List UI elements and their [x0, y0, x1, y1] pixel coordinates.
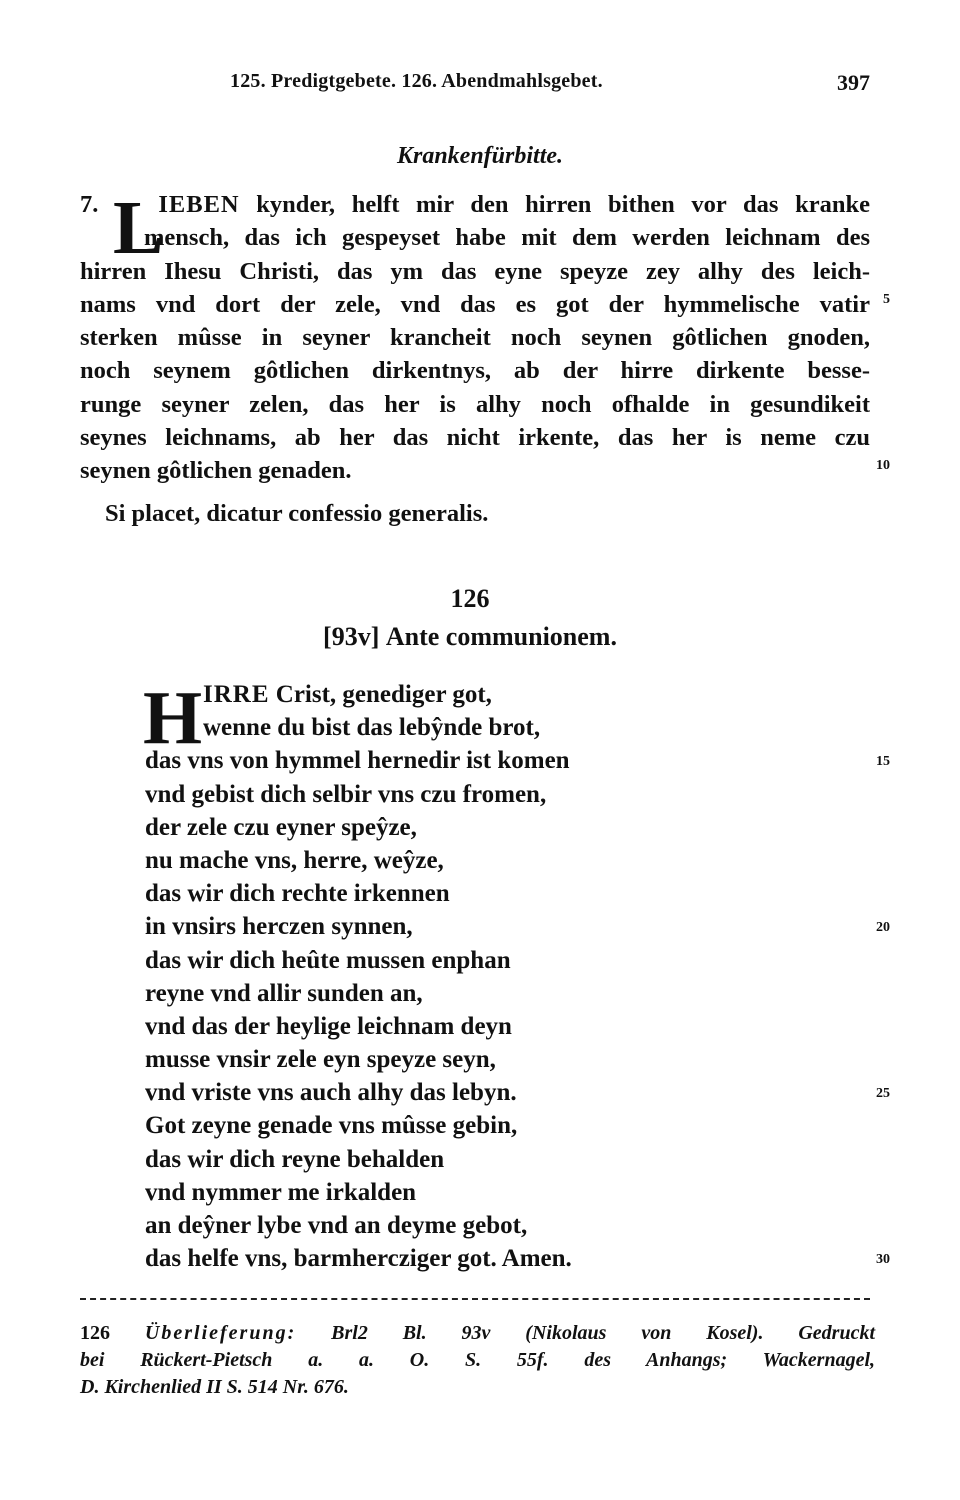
verse-line: nu mache vns, herre, weŷze, — [145, 846, 444, 874]
verse-line: an deŷner lybe vnd an deyme gebot, — [145, 1212, 528, 1239]
footnote-label: Überlieferung: — [144, 1322, 297, 1344]
margin-line-number: 15 — [876, 754, 890, 769]
rubric-line: Si placet, dicatur confessio generalis. — [105, 500, 489, 527]
first-word-small-caps: IRRE — [203, 681, 270, 708]
section-subheading: Krankenfürbitte. — [396, 143, 564, 169]
footnote-text: Brl2 Bl. 93v (Nikolaus von Kosel). Gedruckt — [296, 1322, 876, 1344]
prose-line: runge seyner zelen, das her is alhy noch ofhalde in gesundikeit — [80, 390, 870, 418]
verse-line: Got zeyne genade vns mûsse gebin, — [145, 1112, 518, 1140]
margin-line-number: 5 — [883, 292, 890, 307]
footnote-line: bei Rückert-Pietsch a. a. O. S. 55f. des Anhangs; Wackernagel, — [80, 1349, 875, 1371]
footnote-apparatus — [80, 1320, 875, 1401]
prose-line: noch seynem gôtlichen dirkentnys, ab der hirre dirkente besse- — [80, 357, 870, 385]
prose-line: nams vnd dort der zele, vnd das es got der hymmelische vatir — [80, 290, 870, 318]
section-number: 126 — [450, 584, 490, 613]
section-title — [0, 622, 940, 652]
folio-reference: [93v] — [323, 622, 380, 651]
verse-line: der zele czu eyner speŷze, — [145, 813, 417, 841]
verse-line-text: Crist, genediger got, — [269, 681, 492, 708]
verse-line: das vns von hymmel hernedir ist komen — [145, 747, 570, 775]
margin-line-number: 10 — [876, 458, 890, 473]
margin-line-number: 25 — [876, 1086, 890, 1101]
prose-line: hirren Ihesu Christi, das ym das eyne speyze zey alhy des leich- — [80, 257, 870, 285]
footnote-divider — [80, 1298, 870, 1300]
margin-line-number: 30 — [876, 1252, 890, 1267]
verse-line: musse vnsir zele eyn speyze seyn, — [145, 1046, 496, 1074]
margin-line-number: 20 — [876, 920, 890, 935]
verse-line: das wir dich reyne behalden — [145, 1145, 445, 1173]
prose-line: seynes leichnams, ab her das nicht irkente, das her is neme czu — [80, 424, 870, 452]
prose-number: 7. — [80, 191, 99, 218]
footnote-line: D. Kirchenlied II S. 514 Nr. 676. — [80, 1376, 349, 1398]
verse-line: vnd vriste vns auch alhy das lebyn. — [145, 1079, 517, 1107]
verse-line: das wir dich heûte mussen enphan — [145, 946, 511, 974]
prose-line — [80, 188, 870, 221]
prose-paragraph — [80, 188, 870, 488]
running-title: 125. Predigtgebete. 126. Abendmahlsgebet. — [230, 70, 603, 92]
drop-capital-h: H — [143, 676, 203, 760]
verse-line: vnd das der heylige leichnam deyn — [145, 1012, 512, 1040]
verse-line: das wir dich rechte irkennen — [145, 880, 450, 908]
verse-line: wenne du bist das lebŷnde brot, — [203, 714, 541, 742]
prose-line-text: kynder, helft mir den hirren bithen vor das kranke — [239, 191, 870, 218]
verse-line: vnd nymmer me irkalden — [145, 1178, 417, 1206]
prose-line: seynen gôtlichen genaden. — [80, 457, 352, 485]
first-word-small-caps: IEBEN — [158, 191, 240, 218]
verse-line: in vnsirs herczen synnen, — [145, 913, 413, 941]
verse-line: das helfe vns, barmhercziger got. Amen. — [145, 1245, 572, 1273]
verse-block — [145, 678, 572, 1275]
prose-line: sterken mûsse in seyner krancheit noch seynen gôtlichen gnoden, — [80, 324, 870, 352]
verse-line — [145, 678, 572, 711]
verse-line: vnd gebist dich selbir vns czu fromen, — [145, 780, 547, 808]
prose-line: mensch, das ich gespeyset habe mit dem werden leichnam des — [144, 224, 870, 252]
verse-line: reyne vnd allir sunden an, — [145, 979, 423, 1007]
drop-capital-l: L — [113, 186, 164, 270]
title-text: Ante communionem. — [385, 622, 617, 651]
footnote-line — [80, 1320, 875, 1347]
footnote-number: 126 — [80, 1322, 110, 1344]
page-number: 397 — [837, 70, 870, 95]
